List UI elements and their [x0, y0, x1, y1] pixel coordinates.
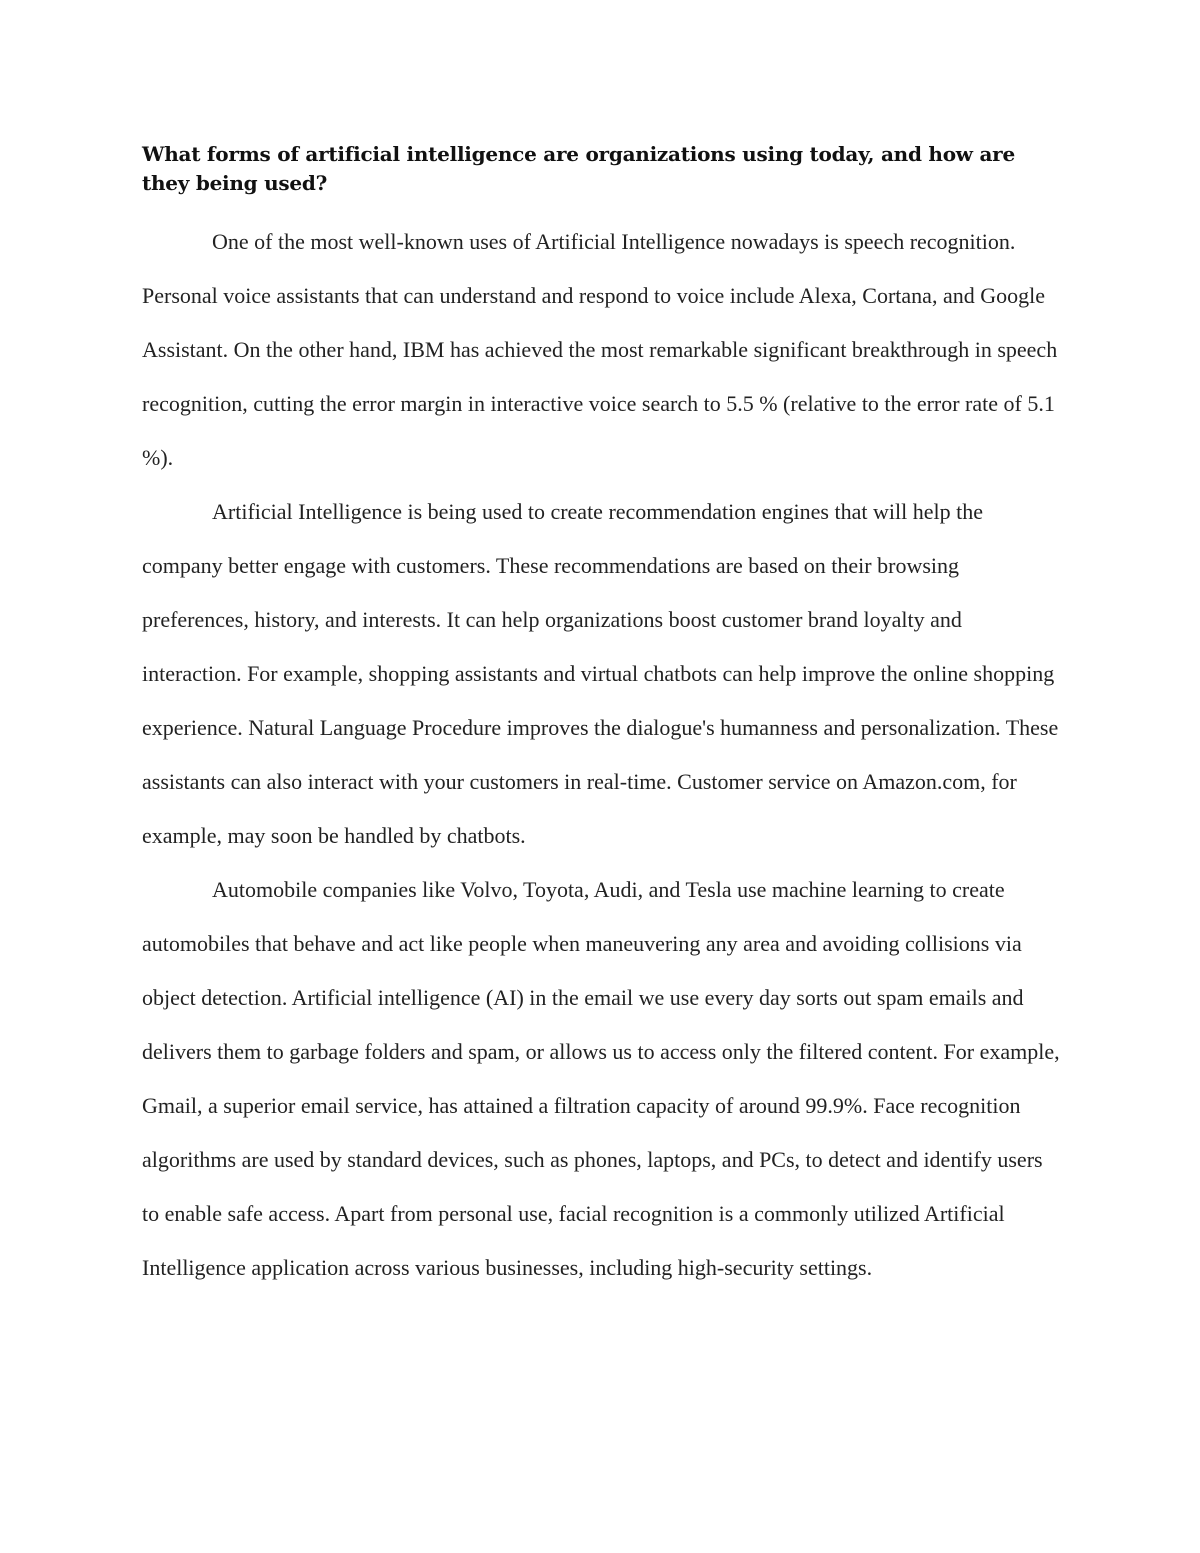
paragraph-recommendation-engines: Artificial Intelligence is being used to create recommendation engines that will help the company better engage with customers. These recommendations are based on their browsing preferences, history, and interests. It can help organizations boost customer brand loyalty and interaction. For example, shopping assistants and virtual chatbots can help improve the online shopping experience. Natural Language Procedure improves the dialogue's humanness and personalization. These assistants can also interact with your customers in real-time. Customer service on Amazon.com, for example, may soon be handled by chatbots.: [142, 499, 1059, 848]
question-heading: What forms of artificial intelligence are organizations using today, and how are they being used?: [142, 142, 1015, 195]
paragraph-automobiles-email-face-recognition: Automobile companies like Volvo, Toyota, Audi, and Tesla use machine learning to create automobiles that behave and act like people when maneuvering any area and avoiding collisions via object detection. Artificial intelligence (AI) in the email we use every day sorts out spam emails and delivers them to garbage folders and spam, or allows us to access only the filtered content. For example, Gmail, a superior email service, has attained a filtration capacity of around 99.9%. Face recognition algorithms are used by standard devices, such as phones, laptops, and PCs, to detect and identify users to enable safe access. Apart from personal use, facial recognition is a commonly utilized Artificial Intelligence application across various businesses, including high-security settings.: [142, 877, 1060, 1280]
document-body: [142, 140, 1062, 1295]
paragraph-speech-recognition: One of the most well-known uses of Artificial Intelligence nowadays is speech recognition. Personal voice assistants that can understand and respond to voice include Alexa, Cortana, and Google Assistant. On the other hand, IBM has achieved the most remarkable significant breakthrough in speech recognition, cutting the error margin in interactive voice search to 5.5 % (relative to the error rate of 5.1 %).: [142, 229, 1058, 470]
